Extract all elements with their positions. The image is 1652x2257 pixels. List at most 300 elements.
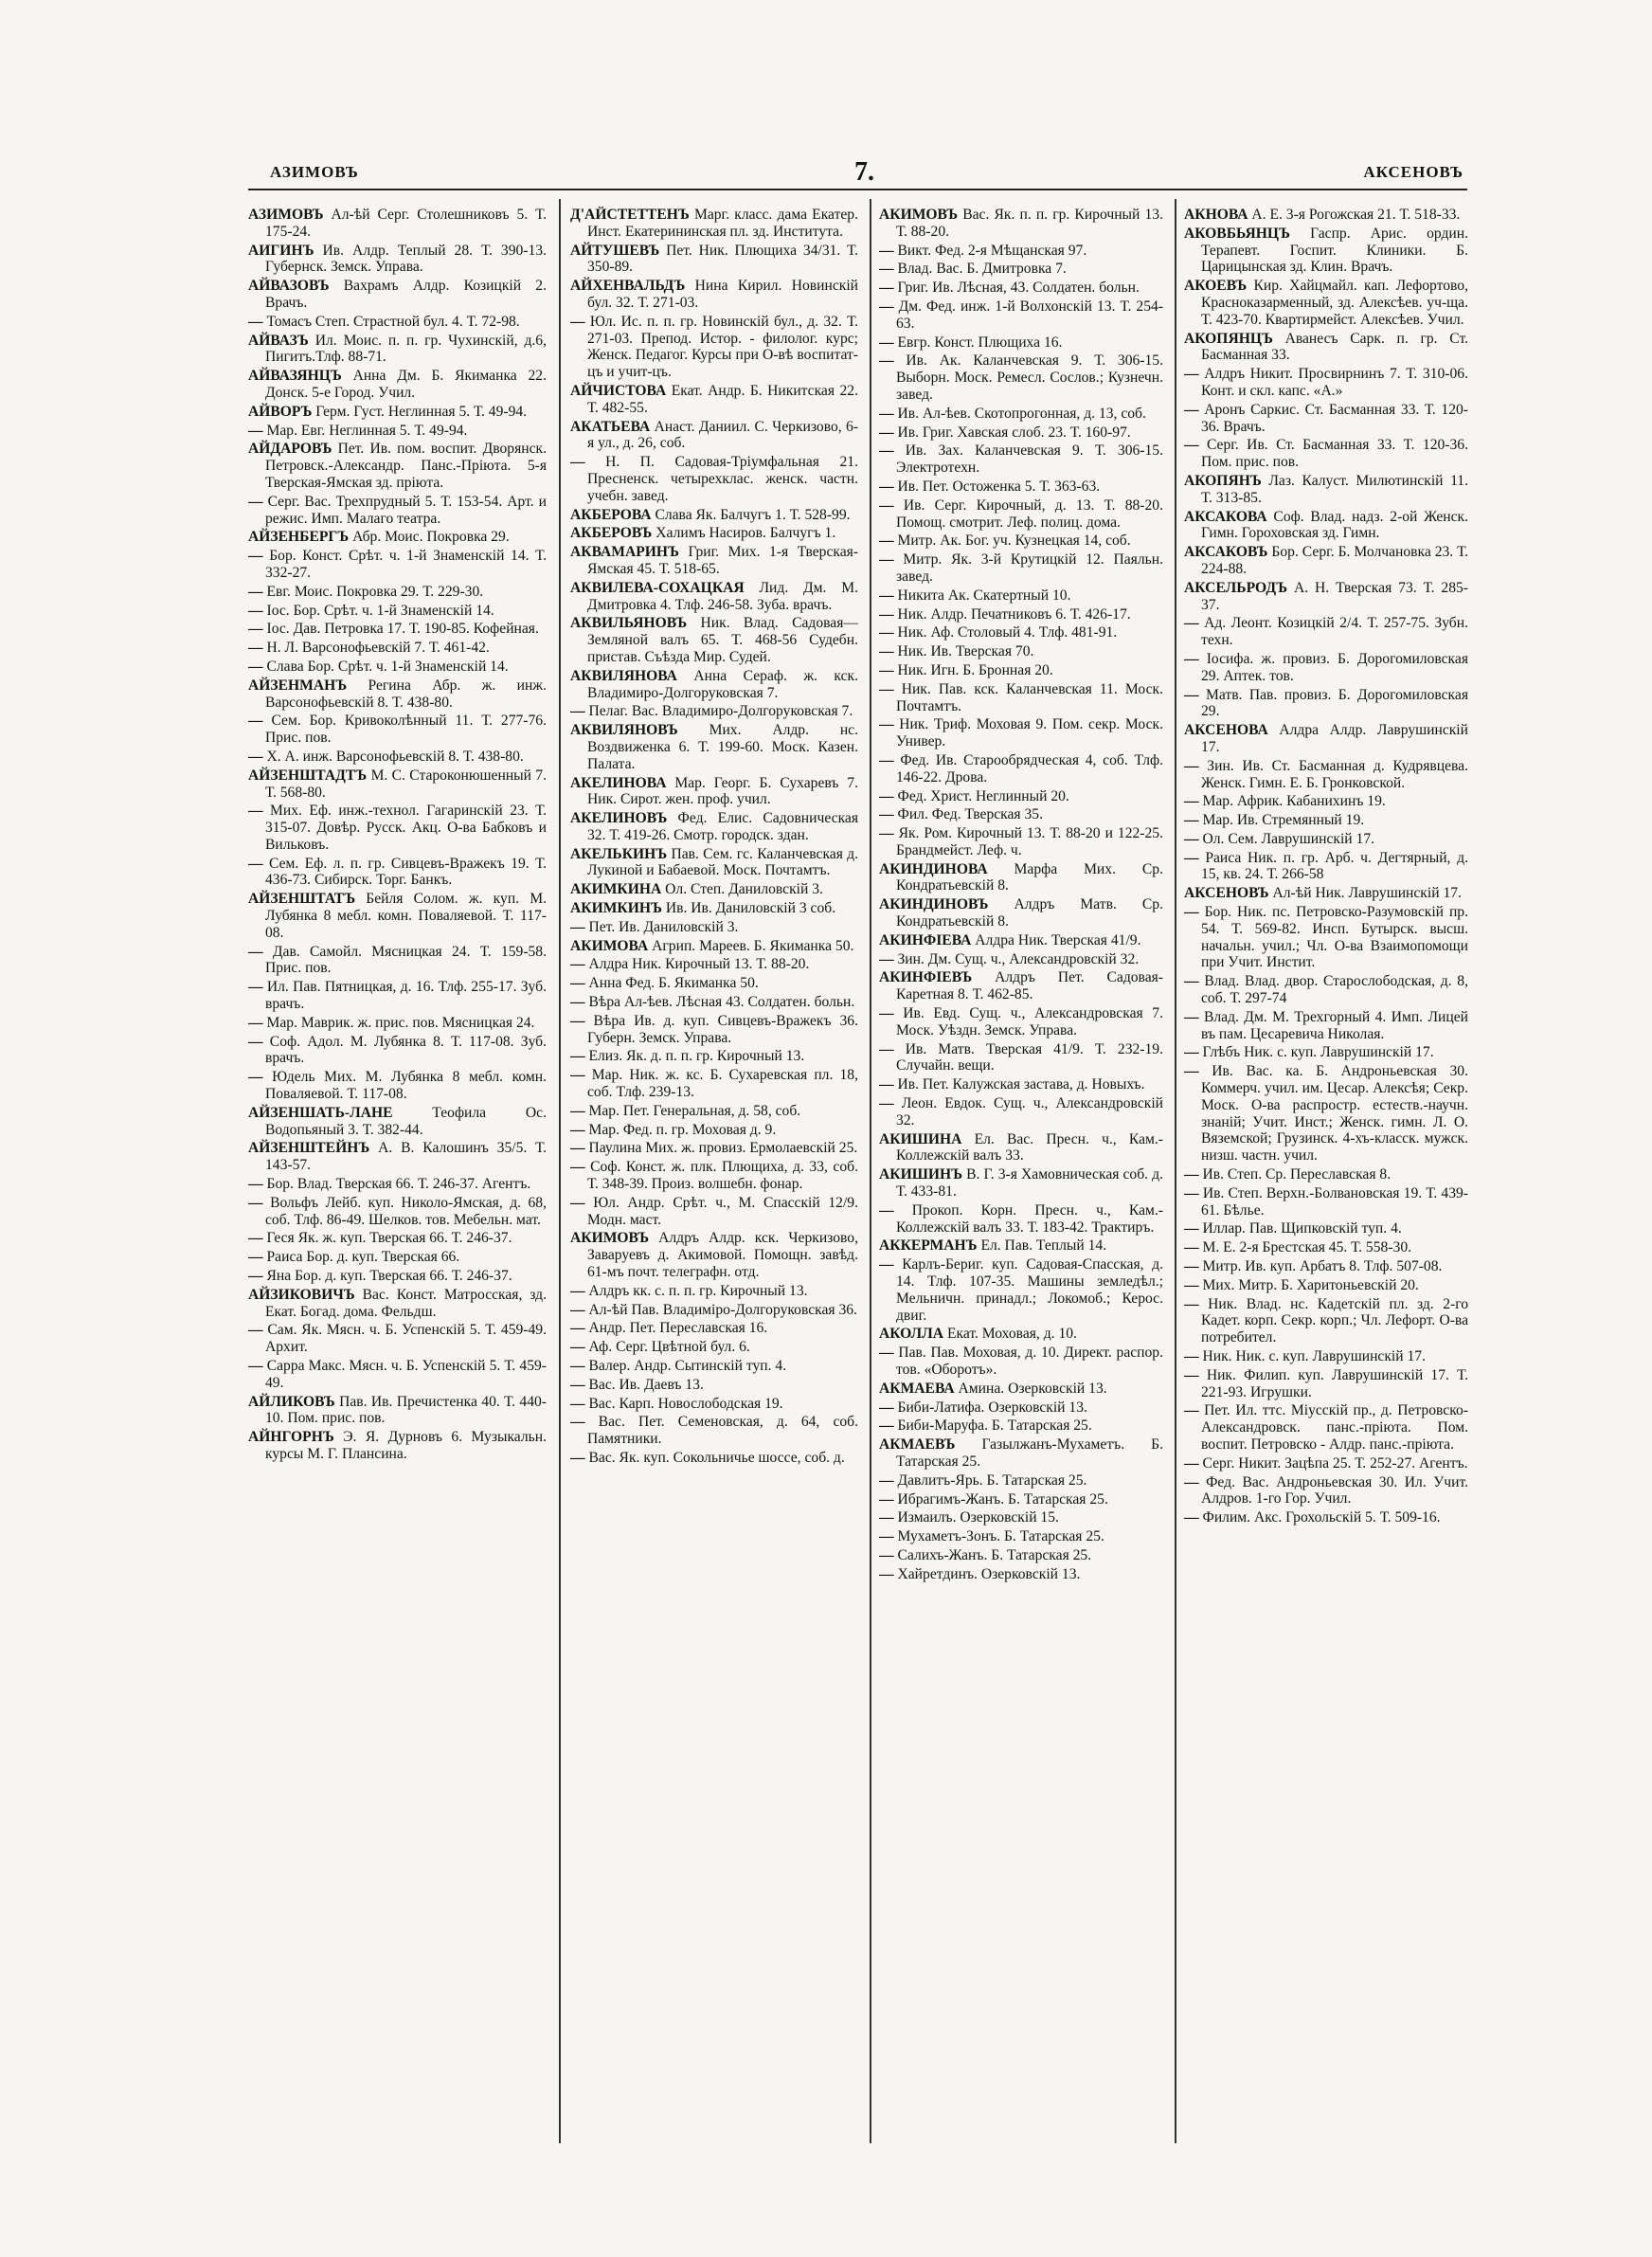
directory-entry (879, 969, 1163, 1003)
entry-details: Мар. Георг. Б. Сухаревъ 7. Ник. Сирот. жен. проф. учил. (587, 774, 858, 808)
entry-details: Анаст. Даниил. С. Черкизово, 6-я ул., д. 26, соб. (587, 418, 858, 452)
page-number: 7. (854, 157, 874, 187)
directory-entry (879, 424, 1163, 442)
entry-details: Вас. Пет. Семеновская, д. 64, соб. Памятники. (587, 1414, 858, 1448)
entry-surname: — (879, 680, 894, 697)
entry-details: Юл. Ис. п. п. гр. Новинскій бул., д. 32. Т. 271-03. Препод. Истор. - филолог. курс; Женск. Педагог. Курсы при О-вѣ воспитат-цъ и учит-цъ. (587, 313, 858, 381)
directory-entry (248, 1140, 547, 1174)
entry-surname: АЙВАЗЪ (248, 332, 309, 349)
entry-details: Пелаг. Вас. Владимиро-Долгоруковская 7. (588, 703, 853, 720)
entry-details: Прокоп. Корн. Пресн. ч., Кам.-Коллежскій валъ 33. Т. 183-42. Трактиръ. (896, 1201, 1163, 1236)
directory-entry (879, 1166, 1163, 1201)
entry-details: Халимъ Насиров. Балчугъ 1. (655, 525, 836, 542)
directory-entry (570, 722, 858, 772)
directory-entry (248, 1268, 547, 1285)
entry-details: Фед. Христ. Неглинный 20. (897, 787, 1069, 804)
entry-surname: — (248, 803, 263, 820)
directory-entry (248, 767, 547, 802)
directory-entry (879, 243, 1163, 260)
directory-entry (879, 896, 1163, 930)
entry-surname: Д'АЙСТЕТТЕНЪ (570, 207, 690, 223)
entry-details: Бор. Влад. Тверская 66. Т. 246-37. Агентъ. (266, 1176, 531, 1193)
entry-details: Мухаметъ-Зонъ. Б. Татарская 25. (897, 1528, 1104, 1545)
entry-surname: — (248, 422, 263, 439)
directory-entry (570, 775, 858, 809)
entry-details: Іос. Бор. Срѣт. ч. 1-й Знаменскій 14. (266, 602, 494, 619)
entry-surname: АКИНДИНОВЪ (879, 896, 989, 913)
entry-surname: АКОПЯНЪ (1184, 472, 1262, 489)
directory-entry (248, 677, 547, 712)
entry-details: Х. А. инж. Варсонофьевскій 8. Т. 438-80. (266, 748, 524, 765)
entry-surname: — (879, 716, 894, 733)
entry-details: Биби-Маруфа. Б. Татарская 25. (897, 1417, 1092, 1435)
directory-entry (570, 207, 858, 241)
entry-surname: АККЕРМАНЪ (879, 1237, 978, 1255)
entry-details: Ол. Степ. Даниловскій 3. (665, 881, 823, 898)
directory-entry (570, 1103, 858, 1120)
entry-surname: — (570, 1282, 585, 1299)
entry-details: Аронъ Саркис. Ст. Басманная 33. Т. 120-36. Врачъ. (1201, 401, 1468, 435)
entry-details: Марфа Мих. Ср. Кондратьевскій 8. (896, 860, 1163, 894)
entry-surname: — (248, 1322, 263, 1339)
directory-entry (570, 994, 858, 1011)
directory-entry (1184, 1239, 1468, 1256)
column-divider (870, 199, 871, 2143)
entry-details: Салихъ-Жанъ. Б. Татарская 25. (897, 1546, 1092, 1563)
entry-surname: АЙЗЕНБЕРГЪ (248, 529, 350, 546)
entry-surname: — (1184, 686, 1199, 703)
entry-details: Вѣра Ал-ѣев. Лѣсная 43. Солдатен. больн. (588, 994, 855, 1011)
directory-entry (879, 406, 1163, 423)
entry-surname: АЗИМОВЪ (248, 207, 324, 223)
entry-surname: — (879, 825, 894, 842)
directory-entry (570, 1414, 858, 1448)
entry-details: Вас. Ив. Даевъ 13. (588, 1376, 704, 1393)
directory-entry (1184, 1277, 1468, 1294)
directory-entry (1184, 793, 1468, 810)
directory-entry (248, 243, 547, 277)
directory-entry (248, 603, 547, 620)
entry-details: Серг. Ив. Ст. Басманная 33. Т. 120-36. Пом. прис. пов. (1201, 437, 1468, 471)
entry-surname: — (248, 658, 263, 675)
directory-entry (570, 1339, 858, 1356)
directory-entry (248, 494, 547, 528)
directory-entry (879, 1528, 1163, 1545)
entry-surname: — (879, 624, 894, 641)
header-right-word: АКСЕНОВЪ (1363, 163, 1463, 181)
directory-entry (879, 1566, 1163, 1583)
entry-details: Газылжанъ-Мухаметъ. Б. Татарская 25. (896, 1436, 1163, 1470)
directory-entry (248, 1249, 547, 1266)
entry-details: Алдра Алдр. Лаврушинскій 17. (1201, 722, 1468, 755)
directory-entry (570, 243, 858, 277)
directory-entry (879, 280, 1163, 297)
entry-surname: — (1184, 830, 1199, 847)
entry-surname: — (879, 334, 894, 351)
entry-surname: — (248, 1268, 263, 1285)
entry-surname: — (1184, 1402, 1199, 1419)
entry-details: Фед. Елис. Садовническая 32. Т. 419-26. Смотр. городск. здан. (587, 810, 858, 843)
entry-details: Мих. Еф. инж.-технол. Гагаринскій 23. Т. 315-07. Довѣр. Русск. Акц. О-ва Бабковъ и Вильковъ. (265, 803, 547, 853)
entry-surname: — (248, 1014, 263, 1031)
directory-entry (248, 1176, 547, 1193)
directory-entry (879, 1399, 1163, 1417)
entry-details: Зин. Дм. Сущ. ч., Александровскій 32. (897, 950, 1140, 967)
directory-entry (1184, 850, 1468, 884)
entry-details: Ив. Пет. Калужская застава, д. Новыхъ. (897, 1076, 1145, 1093)
directory-entry (248, 368, 547, 402)
entry-details: Вольфъ Лейб. куп. Николо-Ямская, д. 68, соб. Тлф. 86-49. Шелков. тов. Мебельн. мат. (265, 1194, 547, 1228)
entry-surname: — (1184, 650, 1199, 667)
entry-details: Валер. Андр. Сытинскій туп. 4. (588, 1358, 787, 1374)
entry-surname: — (1184, 1473, 1199, 1490)
directory-entry (879, 806, 1163, 823)
entry-surname: — (1184, 1348, 1199, 1364)
entry-details: Алдръ Никит. Просвирнинъ 7. Т. 310-06. Конт. и скл. капс. «А.» (1201, 366, 1468, 399)
entry-details: Сем. Бор. Кривоколѣнный 11. Т. 277-76. Прис. пов. (265, 713, 547, 747)
entry-details: Ник. Алдр. Печатниковъ 6. Т. 426-17. (897, 605, 1131, 623)
entry-details: Мар. Фед. п. гр. Моховая д. 9. (588, 1121, 777, 1138)
entry-surname: АКИМОВЪ (570, 1230, 650, 1247)
directory-entry (248, 749, 547, 766)
entry-surname: АКОЕВЪ (1184, 278, 1248, 295)
entry-details: Ив. Григ. Хавская слоб. 23. Т. 160-97. (897, 424, 1131, 441)
directory-entry (570, 278, 858, 312)
directory-entry (570, 810, 858, 844)
directory-entry (570, 1048, 858, 1065)
directory-entry (879, 861, 1163, 895)
entry-surname: — (879, 787, 894, 804)
entry-details: Мар. Ник. ж. кс. Б. Сухаревская пл. 18, соб. Тлф. 239-13. (587, 1067, 858, 1101)
entry-details: Паулина Мих. ж. провиз. Ермолаевскій 25. (588, 1140, 858, 1157)
entry-details: Алдръ кк. с. п. п. гр. Кирочный 13. (588, 1282, 808, 1299)
entry-surname: АЙЗЕНШТАДТЪ (248, 767, 368, 784)
entry-surname: АКЕЛЬКИНЪ (570, 845, 668, 862)
entry-details: Елиз. Як. д. п. п. гр. Кирочный 13. (588, 1048, 805, 1065)
entry-details: Вас. Як. п. п. гр. Кирочный 13. Т. 88-20. (896, 207, 1163, 240)
entry-details: Лаз. Калуст. Милютинскій 11. Т. 313-85. (1201, 472, 1468, 506)
header-rule (248, 189, 1467, 190)
entry-details: Хайретдинъ. Озерковскій 13. (897, 1565, 1081, 1582)
page-header (270, 157, 1463, 190)
column-divider (1175, 199, 1176, 2143)
entry-details: Ибрагимъ-Жанъ. Б. Татарская 25. (897, 1490, 1108, 1508)
entry-details: Э. Я. Дурновъ 6. Музыкальн. курсы М. Г. Плансина. (265, 1429, 547, 1462)
directory-entry (879, 643, 1163, 660)
entry-surname: — (1184, 849, 1199, 866)
entry-details: Викт. Фед. 2-я Мѣщанская 97. (897, 242, 1087, 259)
directory-entry (1184, 366, 1468, 400)
directory-entry (570, 1067, 858, 1101)
entry-details: Соф. Влад. надз. 2-ой Женск. Гимн. Гороховская зд. Гимн. (1201, 508, 1468, 542)
entry-details: Ник. Влад. Садовая—Земляной валъ 65. Т. 468-56 Судебн. пристав. Съѣзда Мир. Судей. (587, 615, 858, 665)
entry-surname: — (248, 1069, 263, 1086)
entry-details: Анна Фед. Б. Якиманка 50. (588, 975, 759, 992)
directory-entry (248, 278, 547, 312)
directory-entry (879, 1491, 1163, 1508)
directory-entry (1184, 1348, 1468, 1365)
directory-entry (248, 1287, 547, 1321)
entry-surname: АКИМКИНЪ (570, 900, 662, 917)
directory-entry (879, 1076, 1163, 1093)
entry-details: Пет. Ил. ттс. Міусскій пр., д. Петровско-Александровск. панс.-пріюта. Пом. воспит. Петровско - Алдр. панс.-пріюта. (1201, 1402, 1468, 1453)
entry-surname: АКМАЕВА (879, 1380, 955, 1397)
directory-entry (570, 383, 858, 417)
directory-entry (1184, 1166, 1468, 1183)
entry-surname: АКСАКОВЪ (1184, 544, 1268, 561)
entry-surname: — (1184, 757, 1199, 774)
entry-surname: — (1184, 1166, 1199, 1183)
directory-entry (879, 1345, 1163, 1379)
directory-entry (1184, 615, 1468, 649)
entry-surname: — (248, 855, 263, 872)
entry-surname: АЙНГОРНЪ (248, 1429, 334, 1446)
entry-details: Вас. Як. куп. Сокольничье шоссе, соб. д. (588, 1449, 845, 1466)
entry-details: Митр. Ив. куп. Арбатъ 8. Тлф. 507-08. (1202, 1258, 1443, 1275)
entry-details: Вас. Конст. Матросская, зд. Екат. Богад. дома. Фельдш. (265, 1286, 547, 1320)
entry-surname: — (570, 975, 585, 992)
directory-entry (570, 703, 858, 720)
entry-details: Филим. Акс. Грохольскій 5. Т. 509-16. (1202, 1509, 1441, 1526)
entry-surname: АЙЧИСТОВА (570, 382, 667, 399)
directory-entry (248, 891, 547, 941)
directory-entry (1184, 544, 1468, 578)
entry-surname: — (879, 1076, 894, 1093)
entry-details: Ив. Степ. Ср. Переславская 8. (1202, 1166, 1392, 1183)
directory-column-2 (570, 207, 858, 2158)
directory-entry (570, 525, 858, 542)
entry-surname: — (879, 661, 894, 678)
entry-surname: АКСАКОВА (1184, 508, 1267, 525)
entry-surname: АКВИЛЯНОВЪ (570, 722, 678, 739)
entry-details: Раиса Ник. п. гр. Арб. ч. Дегтярный, д. 15, кв. 24. Т. 266-58 (1201, 849, 1468, 883)
entry-surname: — (879, 1528, 894, 1545)
entry-surname: — (248, 1194, 263, 1211)
entry-details: Екат. Андр. Б. Никитская 22. Т. 482-55. (587, 382, 858, 416)
entry-surname: — (879, 533, 894, 550)
directory-entry (248, 333, 547, 367)
entry-details: Ив. Ив. Даниловскій 3 соб. (665, 900, 836, 917)
header-left-word: АЗИМОВЪ (270, 163, 359, 181)
entry-details: А. Н. Тверская 73. Т. 285-37. (1201, 579, 1468, 613)
entry-surname: — (1184, 615, 1199, 632)
directory-entry (570, 1377, 858, 1394)
entry-details: Давлитъ-Ярь. Б. Татарская 25. (897, 1472, 1087, 1489)
directory-entry (570, 919, 858, 936)
entry-details: Слава Як. Балчугъ 1. Т. 528-99. (655, 506, 851, 523)
entry-details: Леон. Евдок. Сущ. ч., Александровскій 32. (896, 1095, 1163, 1128)
directory-entry (570, 1320, 858, 1337)
directory-entry (879, 551, 1163, 586)
directory-entry (248, 441, 547, 491)
entry-details: Никита Ак. Скатертный 10. (897, 587, 1071, 604)
entry-surname: — (248, 602, 263, 619)
entry-surname: АЙВАЗЯНЦЪ (248, 368, 342, 385)
entry-surname: — (570, 1449, 585, 1466)
directory-entry (879, 951, 1163, 968)
entry-details: Ник. Филип. куп. Лаврушинскій 17. Т. 221-93. Игрушки. (1201, 1366, 1468, 1400)
entry-details: Юл. Андр. Срѣт. ч., М. Спасскій 12/9. Модн. маст. (587, 1194, 858, 1228)
entry-details: Бор. Конст. Срѣт. ч. 1-й Знаменскій 14. Т. 332-27. (265, 548, 547, 581)
entry-details: Влад. Влад. двор. Старослободская, д. 8, соб. Т. 297-74 (1201, 973, 1468, 1007)
entry-surname: АКИНФІЕВА (879, 931, 972, 948)
entry-details: Іосифа. ж. провиз. Б. Дорогомиловская 29. Аптек. тов. (1201, 650, 1468, 684)
directory-entry (1184, 402, 1468, 436)
entry-surname: — (1184, 366, 1199, 383)
directory-entry (248, 423, 547, 440)
entry-surname: — (248, 979, 263, 996)
entry-details: Н. П. Садовая-Тріумфальная 21. Пресненск. четырехклас. женск. частн. учебн. завед. (587, 454, 858, 504)
entry-details: Соф. Адол. М. Лубянка 8. Т. 117-08. Зуб. врачъ. (265, 1033, 547, 1067)
entry-surname: АКИШИНА (879, 1130, 962, 1147)
entry-surname: — (570, 1376, 585, 1393)
entry-details: Фед. Вас. Андроньевская 30. Ил. Учит. Алдров. 1-го Гор. Учил. (1201, 1473, 1468, 1508)
entry-details: М. Е. 2-я Брестская 45. Т. 558-30. (1202, 1239, 1412, 1256)
entry-details: Ник. Игн. Б. Бронная 20. (897, 661, 1053, 678)
entry-details: Вѣра Ив. д. куп. Сивцевъ-Вражекъ 36. Губерн. Земск. Управа. (587, 1012, 858, 1046)
entry-details: А. Е. 3-я Рогожская 21. Т. 518-33. (1251, 207, 1461, 223)
directory-entry (1184, 973, 1468, 1007)
entry-details: Алдръ Матв. Ср. Кондратьевскій 8. (896, 896, 1163, 930)
entry-surname: АЙТУШЕВЪ (570, 242, 660, 259)
entry-surname: — (1184, 401, 1199, 418)
entry-details: Геся Як. ж. куп. Тверская 66. Т. 246-37. (266, 1230, 512, 1247)
directory-column-3 (879, 207, 1163, 2158)
entry-surname: АКВАМАРИНЪ (570, 544, 679, 561)
entry-surname: АЙЗИКОВИЧЪ (248, 1286, 355, 1303)
directory-entry (879, 1237, 1163, 1255)
directory-entry (1184, 580, 1468, 614)
entry-surname: — (879, 242, 894, 259)
entry-surname: — (248, 748, 263, 765)
entry-surname: — (1184, 1044, 1199, 1061)
entry-details: Ив. Ак. Каланчевская 9. Т. 306-15. Выборн. Моск. Ремесл. Сослов.; Кузнечн. завед. (896, 352, 1163, 403)
entry-surname: — (570, 1358, 585, 1374)
entry-surname: — (570, 1067, 585, 1084)
entry-details: Серг. Вас. Трехпрудный 5. Т. 153-54. Арт. и режис. Имп. Малаго театра. (265, 493, 547, 527)
directory-entry (879, 1326, 1163, 1343)
entry-surname: — (248, 548, 263, 565)
directory-entry (879, 261, 1163, 278)
directory-entry (879, 207, 1163, 241)
entry-surname: — (1184, 1220, 1199, 1237)
directory-entry (570, 668, 858, 702)
entry-details: Ад. Леонт. Козицкій 2/4. Т. 257-75. Зубн. техн. (1201, 615, 1468, 649)
entry-surname: — (570, 1301, 585, 1318)
entry-details: Анна Сераф. ж. кск. Владимиро-Долгоруковская 7. (587, 667, 858, 701)
entry-surname: — (879, 1417, 894, 1435)
directory-entry (879, 1041, 1163, 1075)
entry-details: Іос. Дав. Петровка 17. Т. 190-85. Кофейная. (266, 621, 539, 638)
directory-entry (1184, 226, 1468, 276)
entry-surname: АКНОВА (1184, 207, 1248, 223)
directory-entry (570, 1230, 858, 1280)
directory-entry (248, 856, 547, 890)
directory-entry (248, 1034, 547, 1068)
entry-surname: — (1184, 812, 1199, 829)
directory-entry (570, 419, 858, 453)
directory-entry (1184, 1258, 1468, 1275)
directory-entry (248, 640, 547, 657)
entry-details: Пет. Ив. Даниловскій 3. (588, 918, 739, 935)
entry-details: Григ. Ив. Лѣсная, 43. Солдатен. больн. (897, 280, 1140, 297)
directory-entry (248, 1069, 547, 1103)
entry-surname: — (879, 298, 894, 315)
directory-entry (879, 298, 1163, 333)
directory-entry (248, 621, 547, 638)
entry-details: Марг. класс. дама Екатер. Инст. Екатерининская пл. зд. Института. (587, 207, 858, 240)
entry-details: Мар. Евг. Неглинная 5. Т. 49-94. (266, 422, 468, 439)
directory-entry (248, 1322, 547, 1356)
entry-details: Соф. Конст. ж. плк. Плющиха, д. 33, соб. Т. 348-39. Произ. волшебн. фонар. (587, 1159, 858, 1193)
entry-details: Ив. Серг. Кирочный, д. 13. Т. 88-20. Помощ. смотрит. Леф. полиц. дома. (896, 497, 1163, 531)
entry-surname: — (248, 583, 263, 600)
entry-surname: — (879, 1565, 894, 1582)
entry-surname: АИГИНЪ (248, 242, 314, 259)
entry-details: Ник. Пав. кск. Каланчевская 11. Моск. Почтамтъ. (896, 680, 1163, 714)
entry-details: Алдръ Пет. Садовая-Каретная 8. Т. 462-85. (896, 969, 1163, 1003)
directory-entry (1184, 651, 1468, 685)
entry-details: Ив. Степ. Верхн.-Болвановская 19. Т. 439-61. Бѣлье. (1201, 1184, 1468, 1219)
entry-details: Сем. Еф. л. п. гр. Сивцевъ-Вражекъ 19. Т. 436-73. Сибирск. Торг. Банкъ. (265, 855, 547, 889)
entry-details: Анна Дм. Б. Якиманка 22. Донск. 5-е Город. Учил. (265, 368, 547, 401)
entry-details: Бор. Ник. пс. Петровско-Разумовскій пр. 54. Т. 569-82. Инсп. Бутырск. высш. начальн. учил.; Чл. О-ва Взаимопомощи при Учит. Инстит. (1201, 904, 1468, 971)
directory-entry (570, 615, 858, 665)
entry-surname: — (570, 454, 585, 471)
entry-details: А. В. Калошинъ 35/5. Т. 143-57. (265, 1140, 547, 1174)
entry-details: Раиса Бор. д. куп. Тверская 66. (266, 1249, 460, 1266)
directory-entry (879, 788, 1163, 805)
entry-surname: — (879, 424, 894, 441)
directory-entry (248, 529, 547, 546)
entry-surname: — (1184, 437, 1199, 454)
entry-details: Андр. Пет. Переславская 16. (588, 1320, 768, 1337)
entry-surname: — (570, 1194, 585, 1211)
entry-details: Бейля Солом. ж. куп. М. Лубянка 8 мебл. комн. Поваляевой. Т. 117-08. (265, 891, 547, 941)
entry-details: Пав. Ив. Пречистенка 40. Т. 440-10. Пом. прис. пов. (265, 1393, 547, 1427)
entry-surname: — (248, 621, 263, 638)
directory-entry (248, 1195, 547, 1229)
directory-entry (879, 533, 1163, 550)
entry-surname: АЙДАРОВЪ (248, 441, 332, 458)
entry-surname: — (1184, 1509, 1199, 1526)
directory-entry (879, 1417, 1163, 1435)
entry-details: Ил. Пав. Пятницкая, д. 16. Тлф. 255-17. Зуб. врачъ. (265, 979, 547, 1013)
entry-surname: — (248, 1249, 263, 1266)
directory-entry (1184, 831, 1468, 848)
entry-surname: АКСЕНОВЪ (1184, 885, 1269, 902)
directory-entry (1184, 437, 1468, 471)
entry-surname: АКВИЛЕВА-СОХАЦКАЯ (570, 579, 745, 596)
directory-entry (879, 606, 1163, 623)
entry-surname: — (248, 1176, 263, 1193)
directory-entry (879, 825, 1163, 859)
directory-entry (248, 944, 547, 978)
directory-entry (1184, 1220, 1468, 1237)
entry-details: Ник. Ив. Тверская 70. (897, 643, 1034, 660)
entry-surname: — (1184, 1295, 1199, 1312)
entry-details: Пав. Сем. гс. Каланчевская д. Лукиной и Бабаевой. Моск. Почтамтъ. (587, 845, 858, 879)
directory-entry (879, 497, 1163, 532)
directory-entry (1184, 722, 1468, 756)
entry-details: Вахрамъ Алдр. Козицкій 2. Врачъ. (265, 278, 547, 311)
entry-details: Гаспр. Арис. ордин. Терапевт. Госпит. Клиники. Б. Царицынская зд. Клин. Врачъ. (1201, 225, 1468, 276)
entry-surname: — (248, 713, 263, 730)
entry-details: Карлъ-Бериг. куп. Садовая-Спасская, д. 14. Тлф. 107-35. Машины земледѣл.; Мельничн. принадл.; Локомоб.; Керос. двиг. (896, 1256, 1163, 1324)
directory-entry (570, 1283, 858, 1300)
entry-details: Глѣбъ Ник. с. куп. Лаврушинскій 17. (1202, 1044, 1434, 1061)
entry-details: Ел. Пав. Теплый 14. (980, 1237, 1107, 1255)
